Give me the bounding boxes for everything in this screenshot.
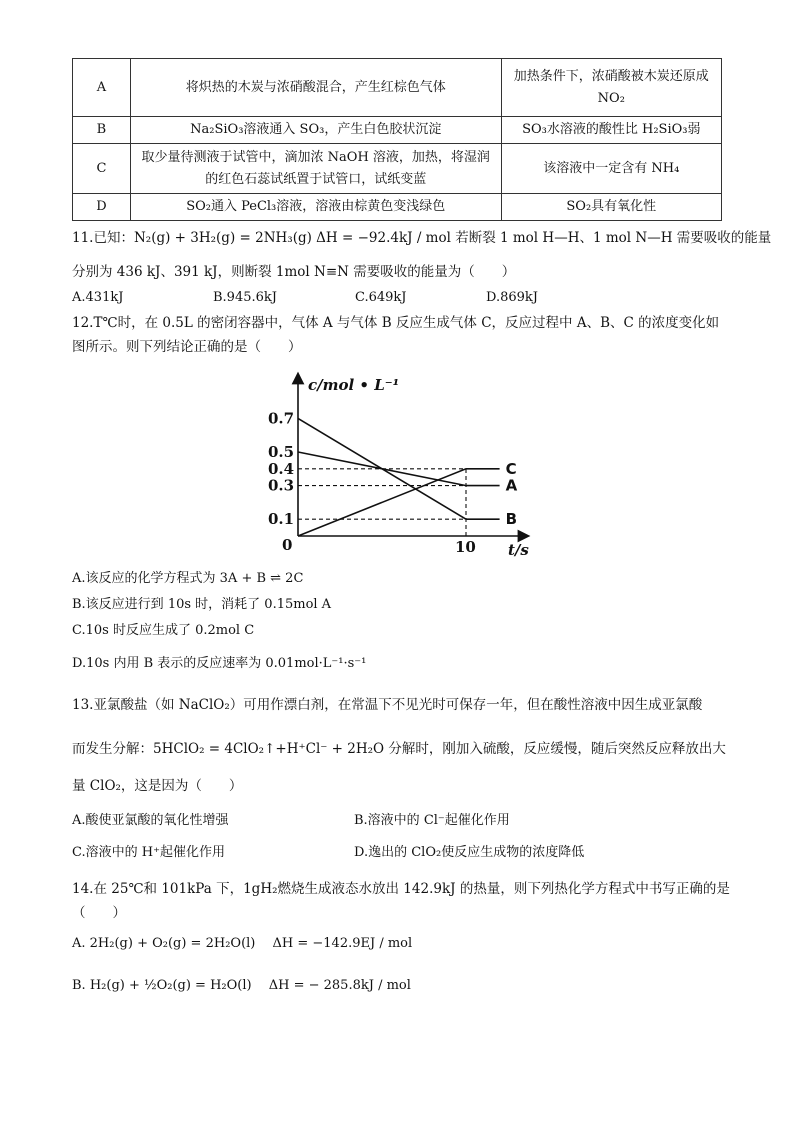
- y-tick-label: 0.7: [268, 409, 295, 428]
- row-label: A: [73, 59, 131, 117]
- row-conclusion: SO₂具有氧化性: [501, 194, 721, 221]
- origin-label: 0: [282, 536, 293, 554]
- table-row: [73, 117, 722, 144]
- y-tick-label: 0.1: [268, 510, 295, 529]
- y-tick-labels: [268, 409, 294, 528]
- row-operation: SO₂通入 PeCl₃溶液，溶液由棕黄色变浅绿色: [130, 194, 501, 221]
- q14-option-a: A. 2H₂(g) + O₂(g) = 2H₂O(l) ΔH = −142.9EJ / mol: [72, 936, 413, 951]
- q12-stem-line1: 12.T℃时，在 0.5L 的密闭容器中，气体 A 与气体 B 反应生成气体 C，反应过程中 A、B、C 的浓度变化如: [72, 315, 720, 331]
- q11-stem-line2: 分别为 436 kJ、391 kJ，则断裂 1mol N≡N 需要吸收的能量为（ ）: [72, 264, 516, 280]
- q14-stem-line1: 14.在 25℃和 101kPa 下，1gH₂燃烧生成液态水放出 142.9kJ 的热量，则下列热化学方程式中书写正确的是: [72, 881, 730, 897]
- row-conclusion: SO₃水溶液的酸性比 H₂SiO₃弱: [501, 117, 721, 144]
- options-table: [72, 58, 722, 221]
- series-label-A: A: [505, 476, 518, 495]
- operation-line: 的红色石蕊试纸置于试管口，试纸变蓝: [205, 171, 427, 187]
- series-label-C: C: [505, 459, 517, 478]
- q12-option-b: B.该反应进行到 10s 时，消耗了 0.15mol A: [72, 597, 332, 612]
- operation-line: 取少量待测液于试管中，滴加浓 NaOH 溶液，加热，将湿润: [141, 149, 490, 165]
- conclusion-line: NO₂: [597, 90, 625, 106]
- table-row: [73, 59, 722, 117]
- q13-stem-line3: 量 ClO₂，这是因为（ ）: [72, 778, 243, 794]
- x-tick-label: 10: [455, 538, 476, 556]
- q14-option-b: B. H₂(g) + ½O₂(g) = H₂O(l) ΔH = − 285.8kJ / mol: [72, 978, 411, 993]
- table-row: [73, 144, 722, 194]
- q13-option-a: A.酸使亚氯酸的氧化性增强: [72, 813, 229, 828]
- row-conclusion: 该溶液中一定含有 NH₄: [501, 144, 721, 194]
- q11-option-c: C.649kJ: [355, 290, 407, 305]
- q13-option-c: C.溶液中的 H⁺起催化作用: [72, 845, 225, 860]
- x-tick-labels: [455, 538, 476, 556]
- series-lines: [298, 418, 518, 536]
- row-operation: [130, 144, 501, 194]
- row-operation: 将炽热的木炭与浓硝酸混合，产生红棕色气体: [130, 59, 501, 117]
- x-axis-label: t/s: [508, 541, 529, 559]
- y-tick-label: 0.5: [268, 443, 295, 461]
- q12-option-a: A.该反应的化学方程式为 3A + B ⇌ 2C: [72, 571, 304, 586]
- q13-stem-line2: 而发生分解：5HClO₂ = 4ClO₂↑+H⁺Cl⁻ + 2H₂O 分解时，刚加入硫酸，反应缓慢，随后突然反应释放出大: [72, 741, 726, 757]
- table-row: [73, 194, 722, 221]
- q14-stem-line2: （ ）: [72, 905, 126, 921]
- concentration-time-chart: [262, 370, 534, 560]
- q13-option-b: B.溶液中的 Cl⁻起催化作用: [354, 813, 510, 828]
- y-tick-label: 0.4: [268, 459, 295, 478]
- row-operation: Na₂SiO₃溶液通入 SO₃，产生白色胶状沉淀: [130, 117, 501, 144]
- row-label: B: [73, 117, 131, 144]
- series-label-B: B: [505, 510, 518, 529]
- row-label: D: [73, 194, 131, 221]
- y-axis-label: c/mol • L⁻¹: [308, 376, 400, 394]
- row-label: C: [73, 144, 131, 194]
- q11-option-b: B.945.6kJ: [213, 290, 277, 305]
- q11-option-a: A.431kJ: [72, 290, 124, 305]
- row-conclusion: [501, 59, 721, 117]
- conclusion-line: 加热条件下，浓硝酸被木炭还原成: [513, 68, 709, 84]
- q12-stem-line2: 图所示。则下列结论正确的是（ ）: [72, 339, 302, 355]
- q11-option-d: D.869kJ: [486, 290, 538, 305]
- q12-option-c: C.10s 时反应生成了 0.2mol C: [72, 623, 255, 638]
- q13-stem-line1: 13.亚氯酸盐（如 NaClO₂）可用作漂白剂，在常温下不见光时可保存一年，但在酸性溶液中因生成亚氯酸: [72, 697, 703, 713]
- q11-stem-line1: 11.已知：N₂(g) + 3H₂(g) = 2NH₃(g) ΔH = −92.4kJ / mol 若断裂 1 mol H—H、1 mol N—H 需要吸收的能量: [72, 230, 772, 246]
- y-tick-label: 0.3: [268, 476, 295, 495]
- q13-option-d: D.逸出的 ClO₂使反应生成物的浓度降低: [354, 845, 585, 860]
- q12-option-d: D.10s 内用 B 表示的反应速率为 0.01mol·L⁻¹·s⁻¹: [72, 656, 367, 671]
